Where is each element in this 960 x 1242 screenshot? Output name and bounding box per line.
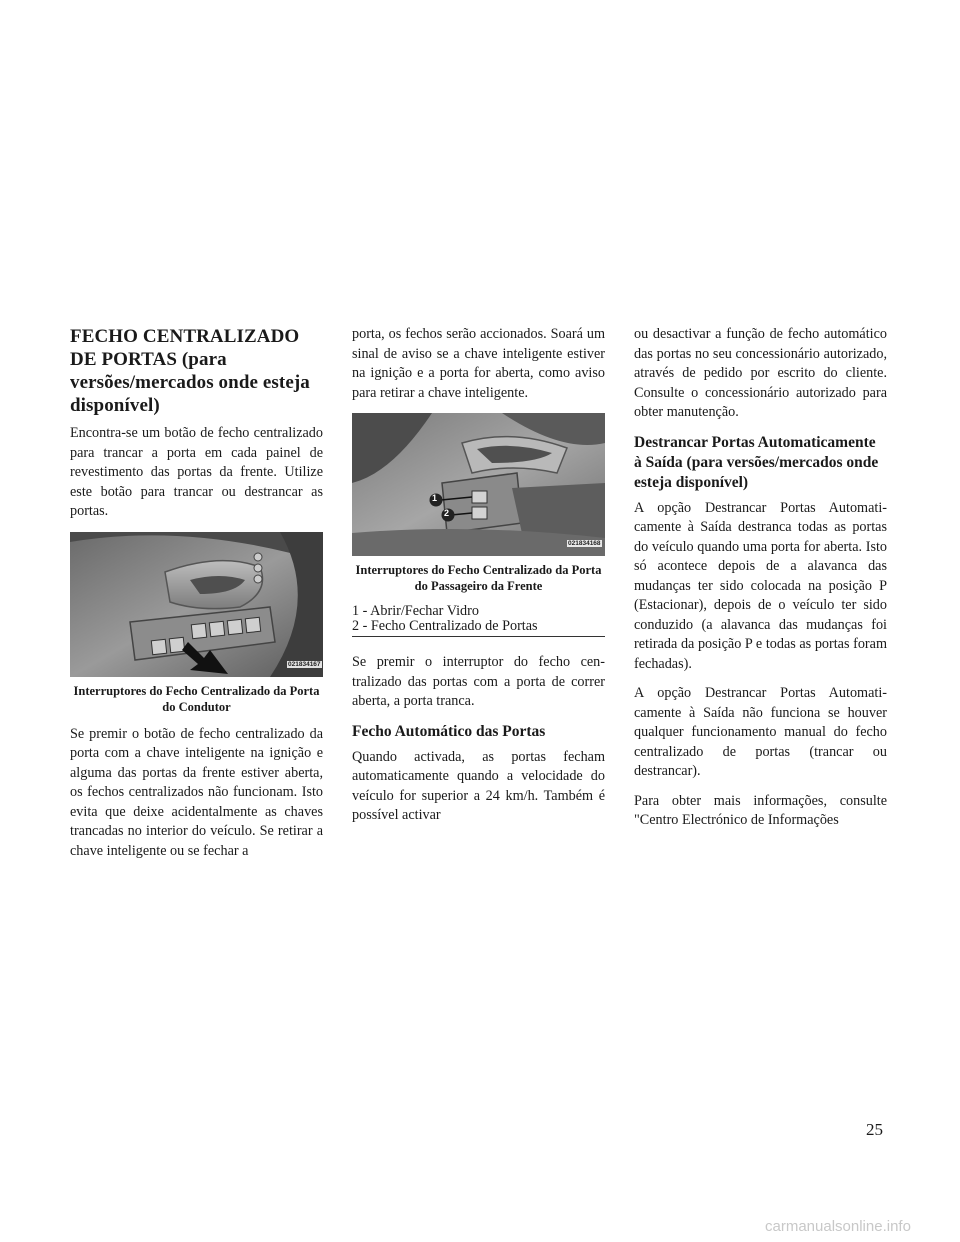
paragraph: porta, os fechos serão accionados. Soará um sinal de aviso se a chave inteligente estiver na ignição e a porta for aberta, como aviso para retirar a chave inteligente. <box>352 326 605 401</box>
paragraph: Se premir o interruptor do fecho centralizado das portas com a porta de correr aberta, a porta tranca. <box>352 654 605 709</box>
column-1 <box>70 325 323 871</box>
column-2 <box>352 325 605 836</box>
subheading-auto-unlock-on-exit: Destrancar Portas Automaticamente à Saída (para versões/mercados onde esteja disponível) <box>634 433 879 491</box>
legend-item: 2 - Fecho Centralizado de Portas <box>352 618 538 634</box>
paragraph: Para obter mais informações, consulte "Centro Electrónico de Informações <box>634 792 887 828</box>
callout-1: 1 <box>432 493 438 503</box>
passenger-door-switch-figure <box>352 413 605 556</box>
driver-door-illustration <box>70 532 323 677</box>
figure-code: 021834168 <box>568 540 601 547</box>
paragraph: ou desactivar a função de fecho automático das portas no seu concessionário autorizado, através de pedido por escrito do cliente. Consulte o concessionário autorizado para obter manutenção. <box>634 326 887 420</box>
passenger-door-illustration <box>352 413 605 556</box>
figure-legend <box>352 604 605 637</box>
figure-caption: Interruptores do Fecho Centralizado da Porta do Passageiro da Frente <box>355 563 602 593</box>
watermark: carmanualsonline.info <box>765 1218 911 1235</box>
column-3 <box>634 325 887 841</box>
page-number: 25 <box>866 1120 883 1139</box>
section-heading-central-locking: FECHO CENTRALIZADO DE PORTAS (para versões/mercados onde esteja disponível) <box>70 326 310 416</box>
figure-code: 021834167 <box>288 660 321 668</box>
driver-door-switch-figure <box>70 532 323 677</box>
figure-caption: Interruptores do Fecho Centralizado da Porta do Condutor <box>73 683 320 714</box>
paragraph: Encontra-se um botão de fecho centralizado para trancar a porta em cada painel de revestimento das portas da frente. Utilize este botão para trancar ou destrancar as portas. <box>70 425 323 519</box>
legend-item: 1 - Abrir/Fechar Vidro <box>352 603 479 619</box>
paragraph: Se premir o botão de fecho centralizado da porta com a chave inteligente na ignição e alguma das portas da frente estiver aberta, os fechos centralizados não funcionam. Isto evita que deixe acidentalmente as chaves trancadas no interior do veículo. Se retirar a chave inteligente ou se fechar a <box>70 725 323 859</box>
paragraph: A opção Destrancar Portas Automaticamente à Saída destranca todas as portas do veículo quando uma porta for aberta. Isto só acontece depois de a alavanca das mudanças ter sido colocada na posição P (Estacionar), depois de o veículo ter sido conduzido (a alavanca das mudanças foi retirada da posição P e todas as portas foram fechadas). <box>634 499 887 672</box>
callout-2: 2 <box>444 508 450 518</box>
paragraph: A opção Destrancar Portas Automaticamente à Saída não funciona se houver qualquer funcionamento manual do fecho centralizado de portas (trancar ou destrancar). <box>634 685 887 779</box>
subheading-auto-door-locks: Fecho Automático das Portas <box>352 722 546 740</box>
paragraph: Quando activada, as portas fecham automaticamente quando a velocidade do veículo for superior a 24 km/h. Também é possível activar <box>352 748 605 823</box>
